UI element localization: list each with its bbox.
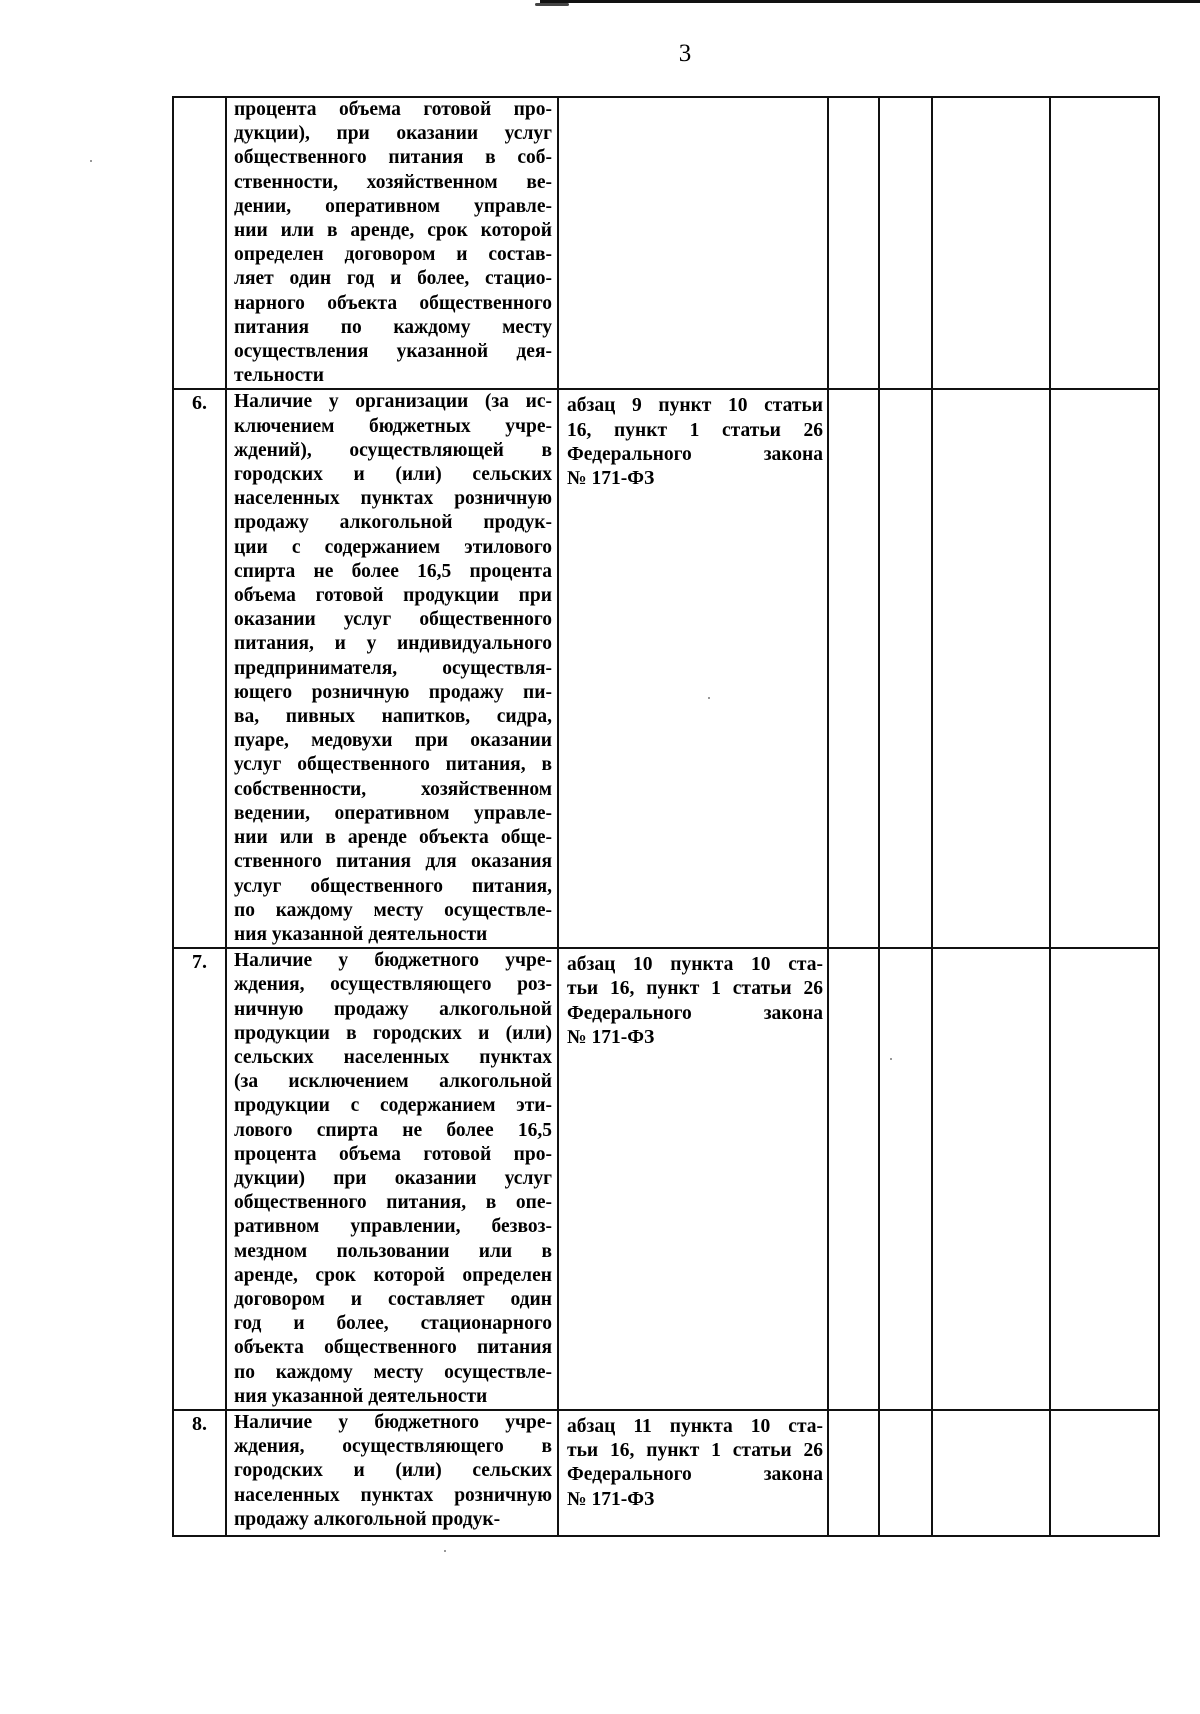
legal-reference (558, 97, 828, 389)
reference-line: абзац 10 пункта 10 ста- (567, 954, 823, 976)
top-border-line (540, 0, 1200, 3)
empty-cell (879, 389, 932, 948)
row-number (173, 97, 226, 389)
description-line: ния указанной деятельности (234, 1385, 488, 1407)
description-line: городских и (или) сельских (234, 464, 552, 486)
description-line: объема готовой продукции при (234, 585, 552, 607)
description-line: питания по каждому месту (234, 316, 552, 338)
description-line: ративном управлении, безвоз- (234, 1216, 552, 1238)
reference-line: Федерального закона (567, 443, 823, 465)
description-line: продажу алкогольной продук- (234, 512, 552, 534)
reference-line: абзац 11 пункта 10 ста- (567, 1415, 823, 1437)
description-line: услуг общественного питания, (234, 875, 552, 897)
empty-cell (828, 389, 879, 948)
description-line: дении, оперативном управле- (234, 195, 552, 217)
description-line: городских и (или) сельских (234, 1460, 552, 1482)
description-line: услуг общественного питания, в (234, 754, 552, 776)
description-line: ва, пивных напитков, сидра, (234, 706, 552, 728)
description-line: аренде, срок которой определен (234, 1264, 552, 1286)
description-line: продажу алкогольной продук- (234, 1508, 501, 1530)
description-line: спирта не более 16,5 процента (234, 560, 552, 582)
description-line: осуществления указанной дея- (234, 341, 552, 363)
reference-line: Федерального закона (567, 1464, 823, 1486)
empty-cell (1050, 389, 1159, 948)
description-line: пуаре, медовухи при оказании (234, 730, 552, 752)
description-line: ждений), осуществляющей в (234, 439, 552, 461)
empty-cell (1050, 948, 1159, 1410)
description-line: ляет один год и более, стацио- (234, 268, 552, 290)
description-line: ственного питания для оказания (234, 851, 552, 873)
description-line: Наличие у бюджетного учре- (234, 950, 552, 972)
description-line: дукции), при оказании услуг (234, 123, 552, 145)
description-line: дукции) при оказании услуг (234, 1167, 552, 1189)
table-row (173, 97, 1159, 389)
description-line: процента объема готовой про- (234, 1143, 552, 1165)
row-number: 6. (173, 389, 226, 948)
description-line: общественного питания, в опе- (234, 1192, 552, 1214)
table-row (173, 389, 1159, 948)
description-line: населенных пунктах розничную (234, 488, 552, 510)
empty-cell (932, 97, 1050, 389)
requirement-description (226, 389, 558, 948)
requirements-table (172, 96, 1160, 1537)
description-line: ственности, хозяйственном ве- (234, 171, 552, 193)
description-line: по каждому месту осуществле- (234, 899, 552, 921)
description-line: общественного питания в соб- (234, 147, 552, 169)
reference-line: № 171-ФЗ (567, 468, 655, 490)
row-number: 7. (173, 948, 226, 1410)
description-line: ждения, осуществляющего роз- (234, 974, 552, 996)
description-line: год и более, стационарного (234, 1313, 552, 1335)
description-line: продукции в городских и (или) (234, 1022, 552, 1044)
legal-reference (558, 389, 828, 948)
description-line: нии или в аренде, срок которой (234, 220, 552, 242)
description-line: (за исключением алкогольной (234, 1071, 552, 1093)
scan-speck (890, 1058, 892, 1060)
empty-cell (932, 389, 1050, 948)
description-line: собственности, хозяйственном (234, 778, 552, 800)
description-line: предпринимателя, осуществля- (234, 657, 552, 679)
description-line: тельности (234, 365, 324, 387)
empty-cell (879, 1410, 932, 1536)
requirement-description (226, 948, 558, 1410)
reference-line: 16, пункт 1 статьи 26 (567, 419, 823, 441)
description-line: договором и составляет один (234, 1288, 552, 1310)
scan-speck (444, 1550, 446, 1552)
description-line: нии или в аренде объекта обще- (234, 827, 552, 849)
description-line: определен договором и состав- (234, 244, 552, 266)
legal-reference (558, 1410, 828, 1536)
top-scan-mark (535, 3, 569, 6)
empty-cell (932, 1410, 1050, 1536)
description-line: ции с содержанием этилового (234, 536, 552, 558)
empty-cell (1050, 1410, 1159, 1536)
empty-cell (879, 948, 932, 1410)
empty-cell (828, 948, 879, 1410)
description-line: объекта общественного питания (234, 1337, 552, 1359)
reference-line: № 171-ФЗ (567, 1026, 655, 1048)
description-line: процента объема готовой про- (234, 99, 552, 120)
scan-speck (90, 160, 92, 162)
scan-speck (708, 697, 710, 699)
empty-cell (932, 948, 1050, 1410)
description-line: питания, и у индивидуального (234, 633, 552, 655)
row-number: 8. (173, 1410, 226, 1536)
description-line: ведении, оперативном управле- (234, 802, 552, 824)
description-line: ния указанной деятельности (234, 923, 488, 945)
description-line: ключением бюджетных учре- (234, 415, 552, 437)
description-line: Наличие у организации (за ис- (234, 391, 552, 413)
page-number: 3 (678, 40, 692, 67)
empty-cell (828, 97, 879, 389)
description-line: продукции с содержанием эти- (234, 1095, 552, 1117)
legal-reference (558, 948, 828, 1410)
description-line: нарного объекта общественного (234, 292, 552, 314)
description-line: ничную продажу алкогольной (234, 998, 552, 1020)
table-row (173, 948, 1159, 1410)
description-line: населенных пунктах розничную (234, 1484, 552, 1506)
table-row (173, 1410, 1159, 1536)
description-line: ждения, осуществляющего в (234, 1436, 552, 1458)
description-line: лового спирта не более 16,5 (234, 1119, 552, 1141)
requirement-description (226, 97, 558, 389)
description-line: Наличие у бюджетного учре- (234, 1411, 552, 1433)
reference-line: тьи 16, пункт 1 статьи 26 (567, 978, 823, 1000)
description-line: сельских населенных пунктах (234, 1046, 552, 1068)
description-line: оказании услуг общественного (234, 609, 552, 631)
empty-cell (828, 1410, 879, 1536)
empty-cell (1050, 97, 1159, 389)
reference-line: абзац 9 пункт 10 статьи (567, 395, 823, 417)
reference-line: № 171-ФЗ (567, 1488, 655, 1510)
requirement-description (226, 1410, 558, 1536)
description-line: по каждому месту осуществле- (234, 1361, 552, 1383)
description-line: ющего розничную продажу пи- (234, 681, 552, 703)
reference-line: Федерального закона (567, 1002, 823, 1024)
description-line: мездном пользовании или в (234, 1240, 552, 1262)
empty-cell (879, 97, 932, 389)
reference-line: тьи 16, пункт 1 статьи 26 (567, 1440, 823, 1462)
